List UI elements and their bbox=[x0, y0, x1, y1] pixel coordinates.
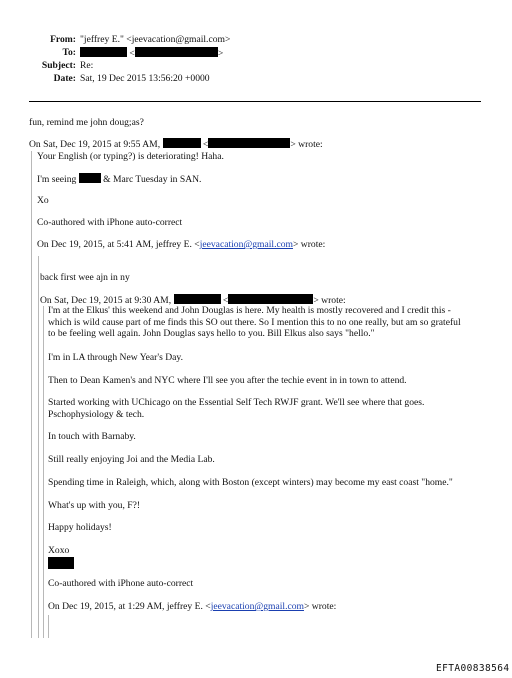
subject-value: Re: bbox=[80, 60, 94, 71]
quote3-signoff-redaction bbox=[48, 557, 74, 571]
date-value: Sat, 19 Dec 2015 13:56:20 +0000 bbox=[80, 73, 210, 84]
redaction-block bbox=[48, 557, 74, 569]
quote3-paragraph: Happy holidays! bbox=[48, 522, 112, 533]
quote1-paragraph: Xo bbox=[37, 195, 49, 206]
redaction-block bbox=[208, 138, 290, 148]
quote3-paragraph: What's up with you, F?! bbox=[48, 500, 141, 511]
quote-bar bbox=[48, 615, 49, 638]
quote1-signature: Co-authored with iPhone auto-correct bbox=[37, 217, 183, 228]
subject-label: Subject: bbox=[41, 60, 76, 71]
quote3-attribution: On Sat, Dec 19, 2015 at 9:30 AM, < > wrote: bbox=[40, 295, 346, 306]
bates-number: EFTA00838564 bbox=[436, 663, 510, 674]
redaction-block bbox=[79, 173, 101, 183]
quote3-paragraph: Xoxo bbox=[48, 545, 70, 556]
quote2-text: back first wee ajn in ny bbox=[40, 272, 130, 283]
reply-line: fun, remind me john doug;as? bbox=[29, 117, 144, 128]
to-label: To: bbox=[62, 47, 76, 58]
quote3-paragraph: I'm in LA through New Year's Day. bbox=[48, 352, 183, 363]
quote1-attribution: On Sat, Dec 19, 2015 at 9:55 AM, < > wrote: bbox=[29, 139, 323, 150]
quote4-attribution: On Dec 19, 2015, at 1:29 AM, jeffrey E. <jeevacation@gmail.com> wrote: bbox=[48, 601, 337, 612]
header-divider bbox=[29, 101, 481, 102]
quote3-paragraph: Still really enjoying Joi and the Media Lab. bbox=[48, 454, 215, 465]
redaction-block bbox=[228, 294, 313, 304]
quote1-paragraph: I'm seeing & Marc Tuesday in SAN. bbox=[37, 174, 202, 185]
from-label: From: bbox=[50, 34, 76, 45]
redaction-block bbox=[163, 138, 201, 148]
to-value: < > bbox=[80, 47, 223, 59]
quote3-paragraph: Spending time in Raleigh, which, along with Boston (except winters) may become my east coast "home." bbox=[48, 477, 453, 488]
email-link[interactable]: jeevacation@gmail.com bbox=[210, 601, 304, 612]
quote3-paragraph: Then to Dean Kamen's and NYC where I'll see you after the techie event in in town to attend. bbox=[48, 375, 407, 386]
quote3-paragraph: I'm at the Elkus' this weekend and John Douglas is here. My health is mostly recovered and I credit this - which is wild cause part of me finds this SO out there. So I mention this to no one really, but am so grateful to be feeling well again. John Douglas says hello to you. Bill Elkus also says "hello." bbox=[48, 305, 461, 339]
quote-bar bbox=[43, 306, 44, 638]
quote3-paragraph: In touch with Barnaby. bbox=[48, 431, 136, 442]
quote-bar bbox=[31, 151, 32, 638]
quote3-signature: Co-authored with iPhone auto-correct bbox=[48, 578, 194, 589]
quote1-paragraph: Your English (or typing?) is deteriorating! Haha. bbox=[37, 151, 224, 162]
redaction-block bbox=[174, 294, 221, 304]
redaction-block bbox=[80, 47, 127, 57]
quote-bar bbox=[38, 256, 39, 638]
redaction-block bbox=[135, 47, 218, 57]
from-value: "jeffrey E." <jeevacation@gmail.com> bbox=[80, 34, 231, 45]
quote3-paragraph: Started working with UChicago on the Essential Self Tech RWJF grant. We'll see where that goes. Pschophysiology & tech. bbox=[48, 397, 425, 420]
quote2-attribution: On Dec 19, 2015, at 5:41 AM, jeffrey E. <jeevacation@gmail.com> wrote: bbox=[37, 239, 326, 250]
date-label: Date: bbox=[53, 73, 76, 84]
email-link[interactable]: jeevacation@gmail.com bbox=[199, 239, 293, 250]
